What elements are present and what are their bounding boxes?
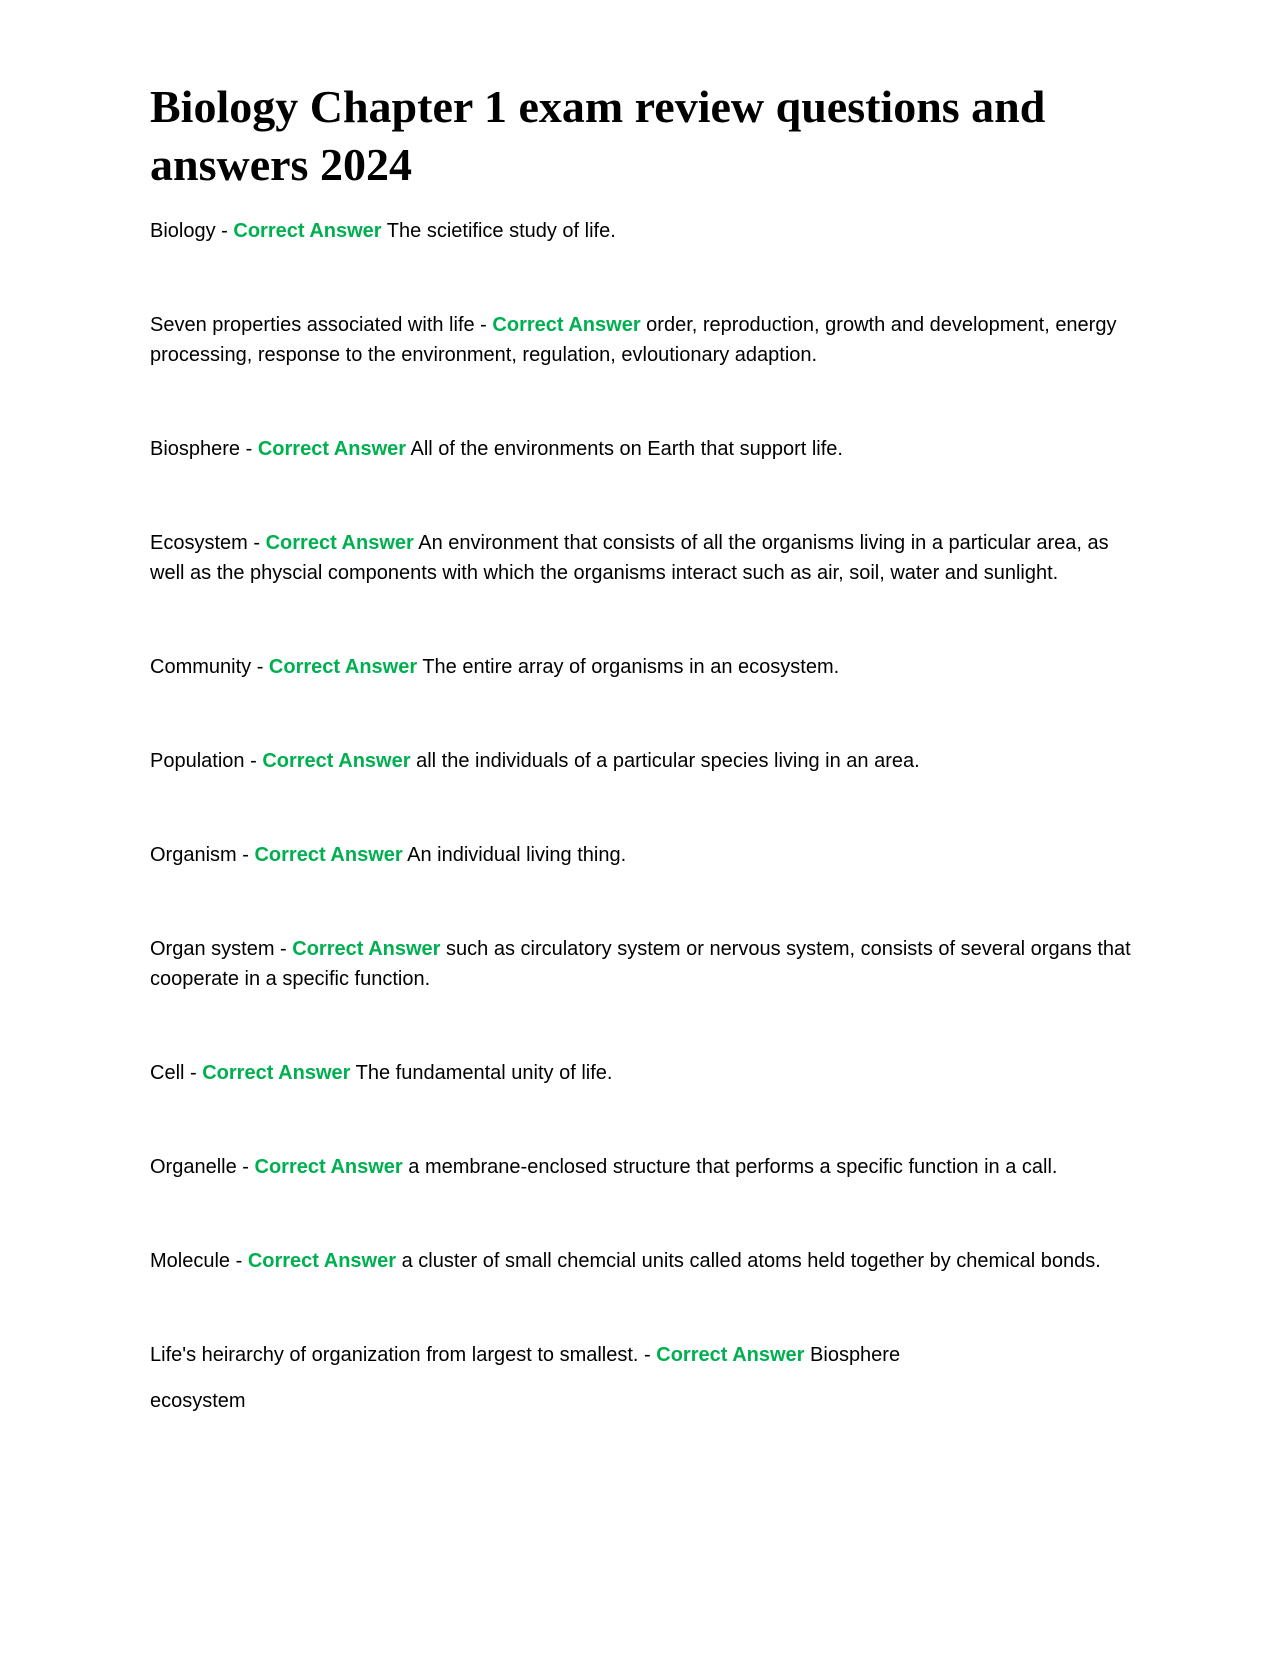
- qa-item: [150, 1340, 1140, 1370]
- qa-answer: Biosphere: [810, 1344, 901, 1366]
- correct-answer-label: Correct Answer: [492, 314, 641, 336]
- qa-term: Ecosystem: [150, 532, 248, 554]
- correct-answer-label: Correct Answer: [257, 438, 407, 460]
- qa-separator: -: [240, 438, 258, 460]
- correct-answer-label: Correct Answer: [247, 1250, 397, 1272]
- qa-answer: a cluster of small chemcial units called atoms held together by chemical bonds.: [401, 1250, 1101, 1272]
- correct-answer-label: Correct Answer: [265, 532, 414, 554]
- qa-term: Organelle: [150, 1156, 237, 1178]
- qa-separator: -: [247, 532, 266, 554]
- qa-item: [150, 310, 1140, 370]
- qa-term: Organism: [150, 844, 237, 866]
- correct-answer-label: Correct Answer: [254, 844, 403, 866]
- correct-answer-label: Correct Answer: [262, 750, 411, 772]
- qa-answer: The scietifice study of life.: [386, 220, 616, 242]
- qa-answer: The entire array of organisms in an ecosystem.: [422, 656, 840, 678]
- qa-term: Population: [150, 750, 245, 772]
- qa-item: [150, 528, 1140, 588]
- qa-separator: -: [184, 1062, 203, 1084]
- qa-list: [150, 216, 1140, 1370]
- qa-answer: all the individuals of a particular species living in an area.: [416, 750, 920, 772]
- qa-item: [150, 934, 1140, 994]
- qa-answer: order, reproduction, growth and development, energy processing, response to the environment, regulation, evloutionary adaption.: [150, 314, 1117, 366]
- qa-separator: -: [251, 656, 269, 678]
- continuation-line: ecosystem: [150, 1390, 246, 1412]
- qa-item: [150, 1152, 1140, 1182]
- qa-term: Cell: [150, 1062, 185, 1084]
- qa-item: [150, 434, 1140, 464]
- qa-answer: An environment that consists of all the organisms living in a particular area, as well as the physcial components with which the organisms interact such as air, soil, water and sunlight.: [150, 532, 1109, 584]
- correct-answer-label: Correct Answer: [268, 656, 418, 678]
- qa-term: Organ system: [150, 938, 275, 960]
- qa-term: Biosphere: [150, 438, 241, 460]
- qa-item: [150, 652, 1140, 682]
- qa-term: Life's heirarchy of organization from largest to smallest.: [150, 1344, 639, 1366]
- correct-answer-label: Correct Answer: [292, 938, 441, 960]
- qa-separator: -: [230, 1250, 248, 1272]
- correct-answer-label: Correct Answer: [254, 1156, 403, 1178]
- qa-answer: such as circulatory system or nervous system, consists of several organs that cooperate in a specific function.: [150, 938, 1131, 990]
- qa-separator: -: [638, 1344, 657, 1366]
- correct-answer-label: Correct Answer: [656, 1344, 805, 1366]
- correct-answer-label: Correct Answer: [202, 1062, 351, 1084]
- qa-separator: -: [244, 750, 263, 772]
- correct-answer-label: Correct Answer: [233, 220, 382, 242]
- qa-term: Biology: [150, 220, 216, 242]
- qa-item: [150, 1246, 1140, 1276]
- qa-separator: -: [474, 314, 493, 336]
- document-title: Biology Chapter 1 exam review questions and answers 2024: [150, 81, 1046, 190]
- qa-answer: The fundamental unity of life.: [355, 1062, 613, 1084]
- qa-answer: a membrane-enclosed structure that performs a specific function in a call.: [408, 1156, 1058, 1178]
- qa-answer: All of the environments on Earth that support life.: [410, 438, 843, 460]
- qa-separator: -: [236, 844, 255, 866]
- qa-item: [150, 216, 1140, 246]
- qa-answer: An individual living thing.: [407, 844, 627, 866]
- qa-item: [150, 1058, 1140, 1088]
- document-page: [150, 78, 1140, 1416]
- qa-separator: -: [215, 220, 234, 242]
- qa-separator: -: [236, 1156, 255, 1178]
- qa-item: [150, 746, 1140, 776]
- qa-item: [150, 840, 1140, 870]
- qa-separator: -: [274, 938, 293, 960]
- qa-term: Molecule: [150, 1250, 231, 1272]
- qa-term: Community: [150, 656, 252, 678]
- qa-term: Seven properties associated with life: [150, 314, 475, 336]
